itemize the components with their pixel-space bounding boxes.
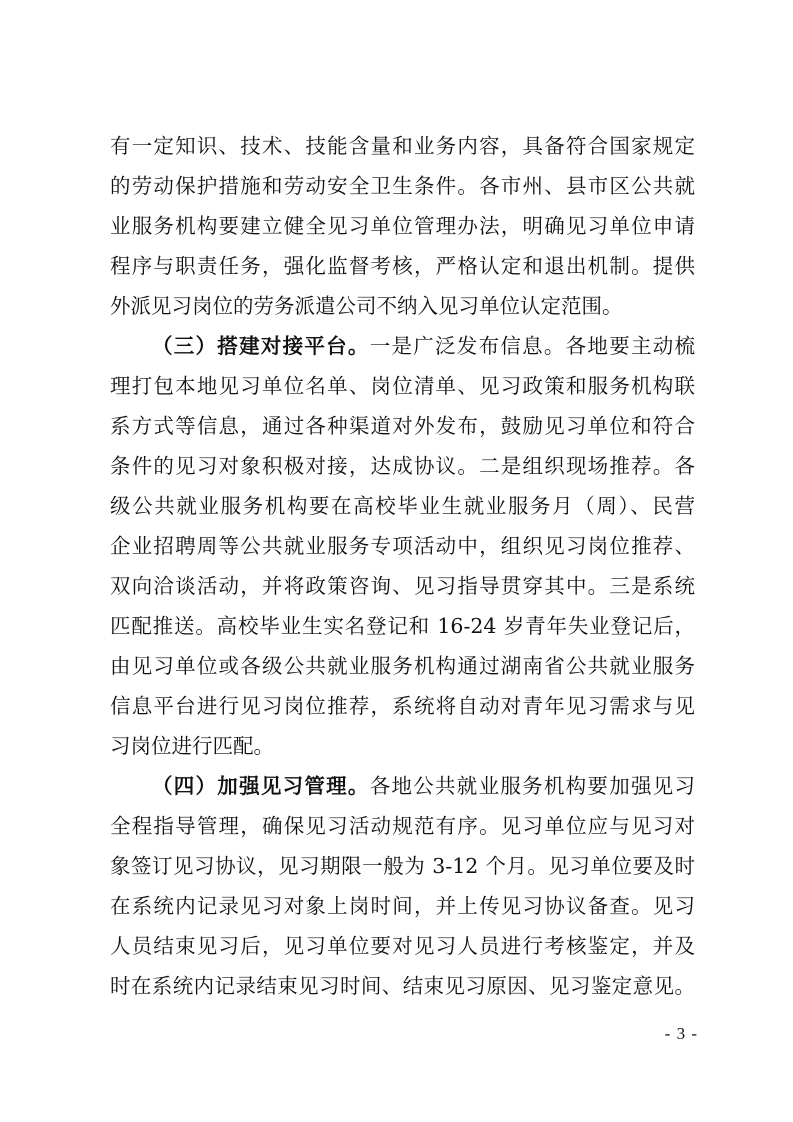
body-line: 在系统内记录见习对象上岗时间，并上传见习协议备查。见习	[110, 894, 695, 918]
body-line: 全程指导管理，确保见习活动规范有序。见习单位应与见习对	[110, 814, 695, 838]
body-line: 级公共就业服务机构要在高校毕业生就业服务月（周）、民营	[110, 494, 695, 518]
body-line: 企业招聘周等公共就业服务专项活动中，组织见习岗位推荐、	[110, 534, 695, 558]
body-line: 有一定知识、技术、技能含量和业务内容，具备符合国家规定	[110, 134, 695, 158]
body-line: 外派见习岗位的劳务派遣公司不纳入见习单位认定范围。	[110, 294, 623, 318]
paragraph-first-line	[152, 767, 695, 805]
body-line: 象签订见习协议，见习期限一般为 3-12 个月。见习单位要及时	[110, 854, 695, 878]
section-heading: （四）加强见习管理。	[152, 774, 370, 798]
paragraph-first-line	[152, 327, 695, 365]
body-line: 的劳动保护措施和劳动安全卫生条件。各市州、县市区公共就	[110, 174, 695, 198]
body-line: 系方式等信息，通过各种渠道对外发布，鼓励见习单位和符合	[110, 414, 695, 438]
body-line: 信息平台进行见习岗位推荐，系统将自动对青年见习需求与见	[110, 694, 695, 718]
body-line: 业服务机构要建立健全见习单位管理办法，明确见习单位申请	[110, 214, 695, 238]
body-line: 双向洽谈活动，并将政策咨询、见习指导贯穿其中。三是系统	[110, 574, 695, 598]
body-text: 各地公共就业服务机构要加强见习	[369, 774, 696, 798]
body-line: 时在系统内记录结束见习时间、结束见习原因、见习鉴定意见。	[110, 974, 695, 998]
body-line: 程序与职责任务，强化监督考核，严格认定和退出机制。提供	[110, 254, 695, 278]
body-line: 条件的见习对象积极对接，达成协议。二是组织现场推荐。各	[110, 454, 695, 478]
body-text: 一是广泛发布信息。各地要主动梳	[369, 334, 696, 358]
body-line: 人员结束见习后，见习单位要对见习人员进行考核鉴定，并及	[110, 934, 695, 958]
body-line: 习岗位进行匹配。	[110, 734, 274, 758]
page-number: - 3 -	[664, 1024, 698, 1043]
section-heading: （三）搭建对接平台。	[152, 334, 370, 358]
body-line: 由见习单位或各级公共就业服务机构通过湖南省公共就业服务	[110, 654, 695, 678]
body-line: 匹配推送。高校毕业生实名登记和 16-24 岁青年失业登记后，	[110, 614, 695, 638]
body-line: 理打包本地见习单位名单、岗位清单、见习政策和服务机构联	[110, 374, 695, 398]
